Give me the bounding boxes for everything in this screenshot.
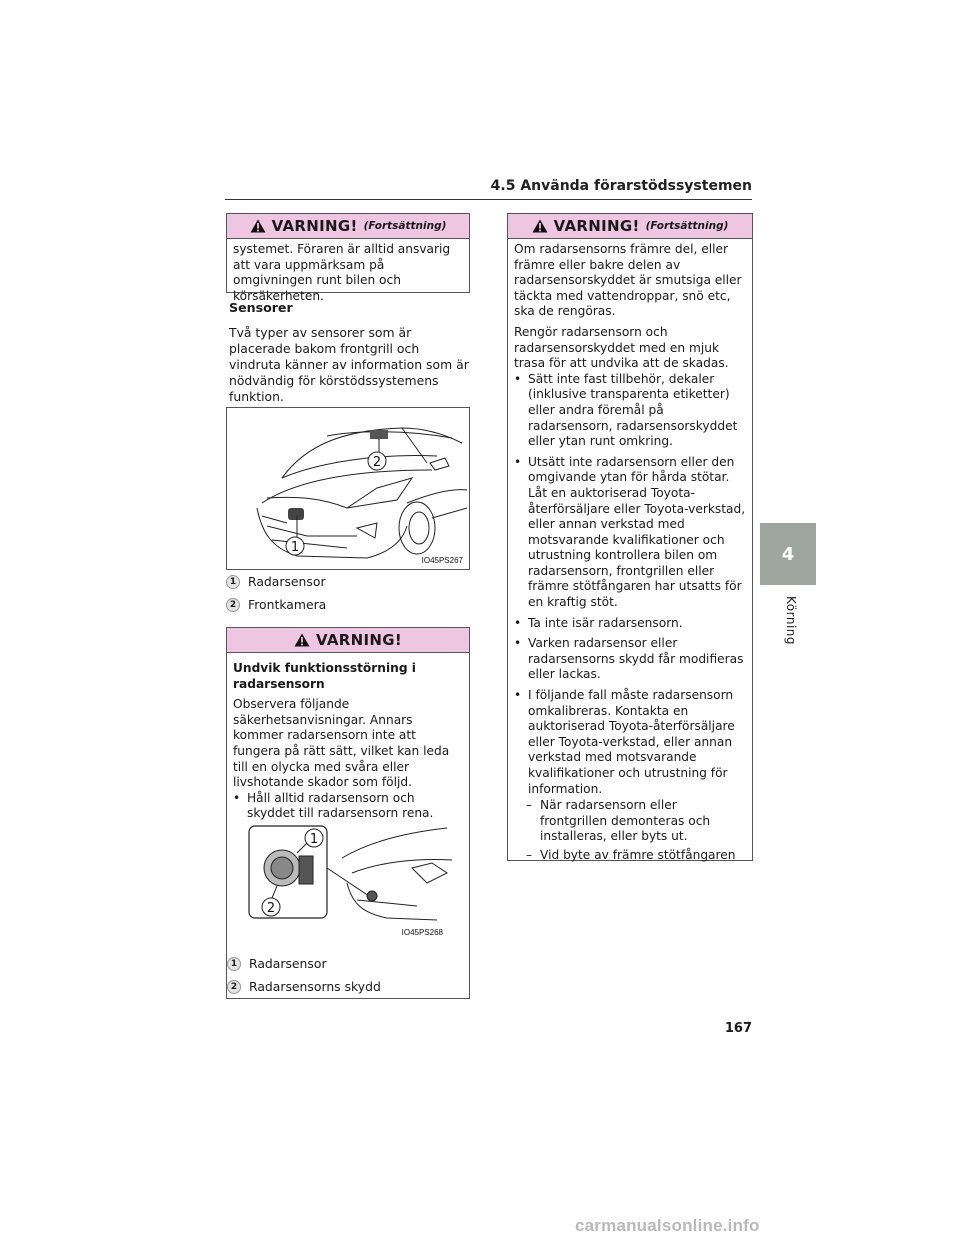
caption-number: 2 [227,980,241,994]
sub-list-item [526,848,746,864]
bullet-dot: • [514,615,522,630]
caption-number: 2 [226,598,240,612]
warning-body [227,653,469,833]
warning-text: systemet. Föraren är alltid ansvarig att vara uppmärksam på omgivningen runt bilen och körsäkerheten. [233,242,451,303]
warning-box-radar [226,627,470,999]
bullet-text: Håll alltid radarsensorn och skyddet till radarsensorn rena. [247,790,434,821]
warning-paragraph: Om radarsensorns främre del, eller främre eller bakre delen av radarsensorskyddet är smutsiga eller täckta med vattendroppar, snö etc, ska de rengöras. [514,242,742,319]
warning-header [227,214,469,239]
figure-code: IO45PS267 [421,556,463,565]
section-heading: Sensorer [229,300,293,315]
caption-1 [227,956,327,971]
caption-label: Radarsensor [248,574,326,589]
callout-1: 1 [290,540,300,555]
figure-car-sensors [226,407,470,570]
chapter-tab[interactable] [760,523,816,585]
warning-triangle-icon [294,633,310,647]
chapter-number: 4 [781,543,795,565]
list-item [514,616,746,632]
list-item [514,455,746,611]
caption-2 [226,597,326,612]
warning-paragraph: Rengör radarsensorn och radarsensorskyddet med en mjuk trasa för att undvika att de skadas. [514,324,729,371]
dash-text: När radarsensorn eller frontgrillen demonteras och installeras, eller byts ut. [540,798,711,844]
bullet-dot: • [233,790,241,805]
list-item [514,688,746,797]
dash-marker: – [526,798,533,813]
bullet-text: Sätt inte fast tillbehör, dekaler (inklusive transparenta etiketter) eller andra föremål på radarsensorn, radarsensorskyddet eller ytan runt omkring. [528,371,738,449]
bullet-dot: • [514,454,522,469]
warning-continued: (Fortsättning) [363,220,447,232]
bullet-dot: • [514,371,522,386]
warning-triangle-icon [532,219,548,233]
bullet-text: I följande fall måste radarsensorn omkalibreras. Kontakta en auktoriserad Toyota-återförsäljare eller Toyota-verkstad, eller annan verkstad med motsvarande kvalifikationer och utrustning för information. [528,688,735,796]
warning-title: VARNING! [271,217,358,235]
car-illustration [227,408,469,569]
caption-label: Radarsensorns skydd [249,979,381,994]
chapter-header: 4.5 Använda förarstödssystemen [490,178,752,194]
caption-number: 1 [227,957,241,971]
figure-radar-cover [237,818,461,940]
dash-marker: – [526,847,533,862]
caption-2 [227,979,381,994]
bullet-dot: • [514,636,522,651]
warning-title: VARNING! [316,631,402,649]
bullet-text: Ta inte isär radarsensorn. [528,615,683,630]
warning-title: VARNING! [553,217,640,235]
warning-triangle-icon [250,219,266,233]
header-rule [225,199,752,200]
callout-1: 1 [309,832,319,847]
warning-header [227,628,469,653]
bullet-text: Utsätt inte radarsensorn eller den omgivande ytan för hårda stötar. Låt en auktoriserad Toyota-återförsäljare eller Toyota-verkstad, eller annan verkstad med motsvarande kvalifikationer och utrustning kontrollera bilen om radarsensorn, frontgrillen eller främre stötfångaren har utsatts för en kraftig stöt. [528,454,746,610]
warning-text: Observera följande säkerhetsanvisningar. Annars kommer radarsensorn inte att fungera på rätt sätt, vilket kan leda till en olycka med svåra eller livshotande skador som följd. [233,697,450,790]
warning-continued: (Fortsättning) [645,220,729,232]
dash-text: Vid byte av främre stötfångaren [540,847,736,862]
caption-1 [226,574,326,589]
warning-body [508,239,752,873]
bullet-dot: • [514,688,522,703]
list-item [514,372,746,450]
sub-list-item [526,798,746,845]
warning-heading: Undvik funktionsstörning i radarsensorn [233,661,416,691]
figure-code: IO45PS268 [401,928,443,937]
intro-paragraph: Två typer av sensorer som är placerade bakom frontgrill och vindruta känner av information som är nödvändig för körstödssystemens funktion. [229,325,469,404]
warning-header [508,214,752,239]
list-item [514,636,746,683]
warning-box-continued-right [507,213,753,861]
caption-number: 1 [226,575,240,589]
watermark: carmanualsonline.info [575,1216,760,1235]
callout-2: 2 [372,455,382,470]
page-number: 167 [724,1021,752,1036]
callout-2: 2 [266,901,276,916]
caption-label: Frontkamera [248,597,327,612]
bullet-text: Varken radarsensor eller radarsensorns skydd får modifieras eller lackas. [528,636,744,682]
chapter-label: Körning [784,596,798,645]
warning-box-continued-left [226,213,470,303]
caption-label: Radarsensor [249,956,327,971]
